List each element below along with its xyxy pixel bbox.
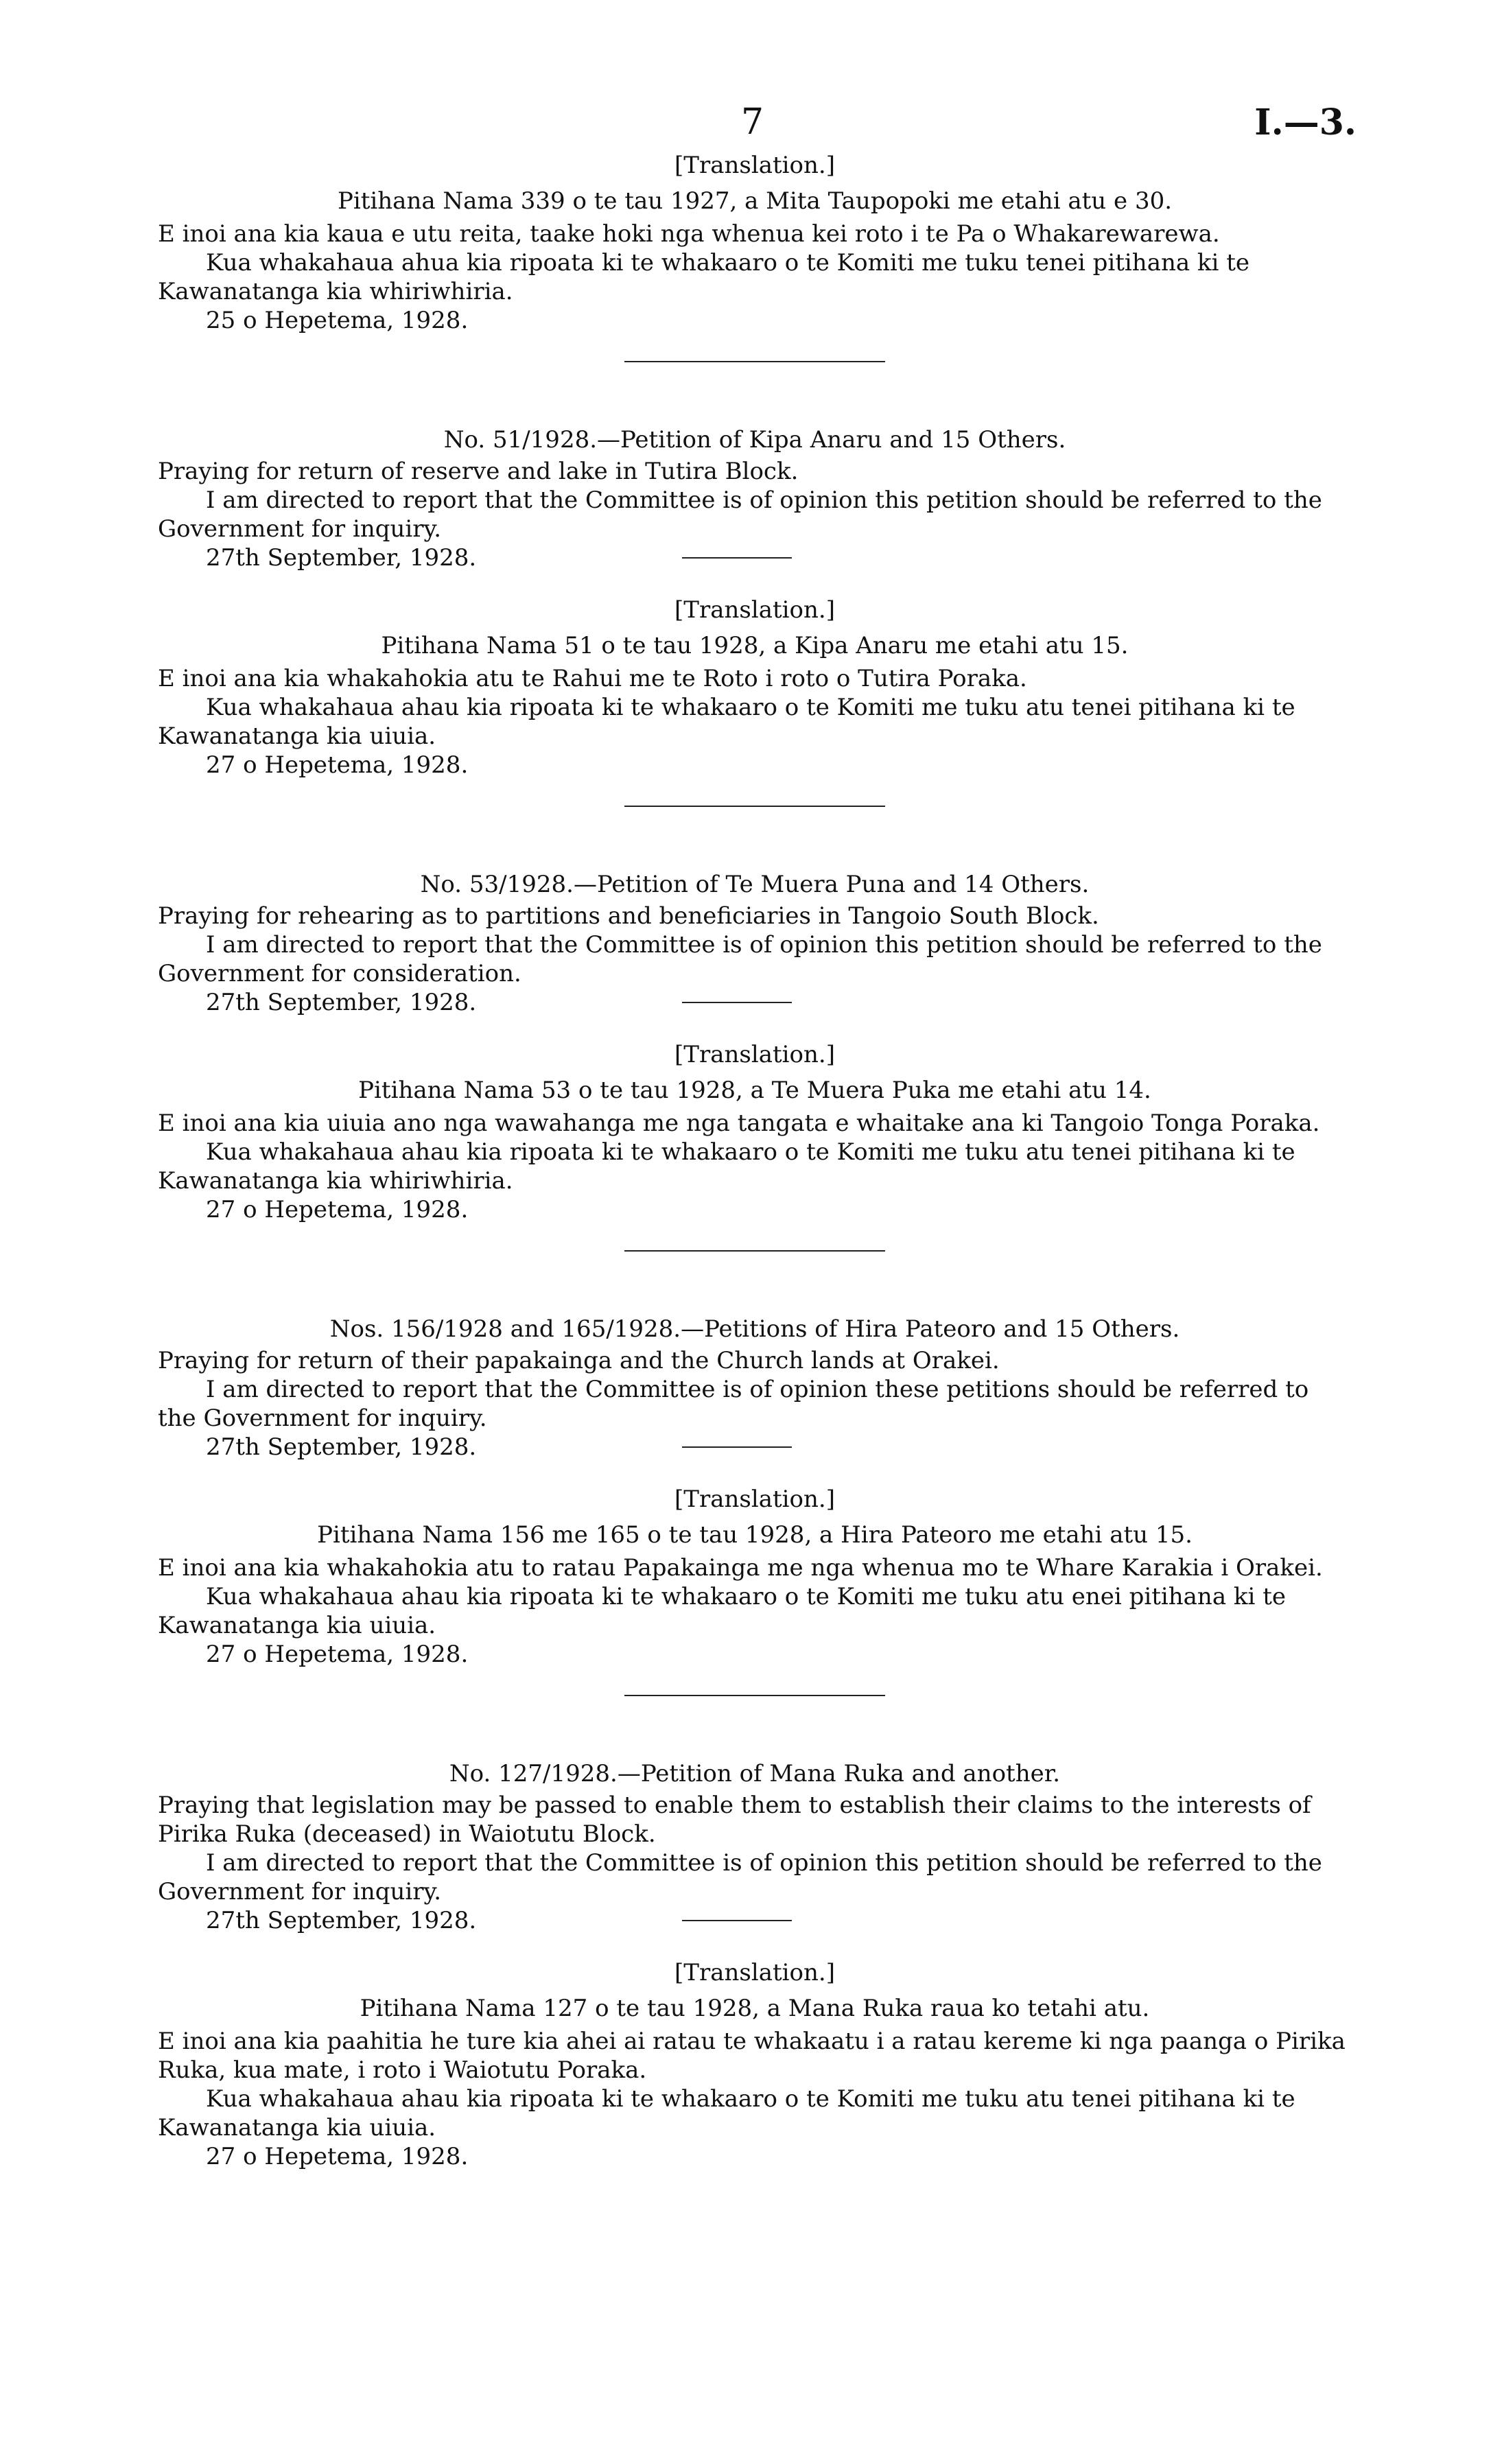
translation-report: Kua whakahaua ahua kia ripoata ki te whakaaro o te Komiti me tuku tenei pitihana ki te Kawanatanga kia whiriwhiria. [158,249,1250,305]
translation-heading: [Translation.] [674,596,835,624]
petition-title: Nos. 156/1928 and 165/1928.—Petitions of Hira Pateoro and 15 Others. [329,1315,1180,1343]
translation-prayer: E inoi ana kia whakahokia atu to ratau Papakainga me nga whenua mo te Whare Karakia i Orakei. [158,1554,1323,1582]
short-divider [682,1002,792,1003]
petition-date: 27th September, 1928. [206,544,477,572]
petition-title: No. 127/1928.—Petition of Mana Ruka and another. [449,1760,1061,1787]
section-divider [624,806,885,807]
translation-date: 27 o Hepetema, 1928. [206,1641,469,1668]
translation-date: 27 o Hepetema, 1928. [206,751,469,779]
translation-report: Kua whakahaua ahau kia ripoata ki te whakaaro o te Komiti me tuku atu tenei pitihana ki te Kawanatanga kia whiriwhiria. [158,1138,1295,1195]
translation-title: Pitihana Nama 53 o te tau 1928, a Te Muera Puka me etahi atu 14. [358,1077,1151,1104]
petition-dateline [158,988,1352,1017]
translation-report: Kua whakahaua ahau kia ripoata ki te whakaaro o te Komiti me tuku atu tenei pitihana ki te Kawanatanga kia uiuia. [158,694,1295,750]
petition-report: I am directed to report that the Committee is of opinion this petition should be referred to the Government for inquiry. [158,1849,1322,1905]
translation-prayer: E inoi ana kia uiuia ano nga wawahanga me nga tangata e whaitake ana ki Tangoio Tonga Poraka. [158,1110,1320,1137]
translation-heading: [Translation.] [674,1041,835,1068]
translation-heading: [Translation.] [674,152,835,179]
translation-prayer: E inoi ana kia whakahokia atu te Rahui me te Roto i roto o Tutira Poraka. [158,665,1027,692]
section-divider [624,1250,885,1252]
petition-praying: Praying that legislation may be passed to enable them to establish their claims to the interests of Pirika Ruka (deceased) in Waiotutu Block. [158,1792,1311,1848]
petition-51 [158,425,1352,807]
translation-title: Pitihana Nama 156 me 165 o te tau 1928, a Hira Pateoro me etahi atu 15. [317,1521,1193,1549]
translation-heading: [Translation.] [674,1959,835,1986]
petition-dateline [158,1433,1352,1462]
translation-date: 25 o Hepetema, 1928. [206,307,469,334]
translation-report: Kua whakahaua ahau kia ripoata ki te whakaaro o te Komiti me tuku atu enei pitihana ki te Kawanatanga kia uiuia. [158,1583,1286,1639]
translation-title: Pitihana Nama 51 o te tau 1928, a Kipa Anaru me etahi atu 15. [381,632,1129,659]
translation-fragment-339 [158,151,1352,362]
petition-date: 27th September, 1928. [206,989,477,1016]
petition-dateline [158,543,1352,572]
translation-prayer: E inoi ana kia paahitia he ture kia ahei ai ratau te whakaatu i a ratau kereme ki nga paanga o Pirika Ruka, kua mate, i roto i Waiotutu Poraka. [158,2028,1346,2084]
translation-date: 27 o Hepetema, 1928. [206,2143,469,2170]
petition-praying: Praying for return of their papakainga and the Church lands at Orakei. [158,1347,1000,1374]
petition-127 [158,1759,1352,2171]
document-reference: I.—3. [1254,102,1357,143]
translation-title: Pitihana Nama 127 o te tau 1928, a Mana Ruka raua ko tetahi atu. [360,1995,1150,2022]
petition-title: No. 51/1928.—Petition of Kipa Anaru and 15 Others. [443,426,1066,454]
petition-date: 27th September, 1928. [206,1907,477,1934]
translation-prayer: E inoi ana kia kaua e utu reita, taake hoki nga whenua kei roto i te Pa o Whakarewarewa. [158,220,1220,248]
petition-156-165 [158,1315,1352,1696]
petition-report: I am directed to report that the Committee is of opinion this petition should be referred to the Government for consideration. [158,931,1322,987]
petition-title: No. 53/1928.—Petition of Te Muera Puna and 14 Others. [420,871,1090,898]
short-divider [682,1920,792,1921]
page-content [158,151,1352,2171]
translation-title: Pitihana Nama 339 o te tau 1927, a Mita Taupopoki me etahi atu e 30. [337,187,1173,215]
petition-praying: Praying for return of reserve and lake in Tutira Block. [158,458,799,485]
translation-report: Kua whakahaua ahau kia ripoata ki te whakaaro o te Komiti me tuku atu tenei pitihana ki te Kawanatanga kia uiuia. [158,2085,1295,2142]
section-divider [624,1695,885,1696]
page-number: 7 [741,102,764,143]
petition-report: I am directed to report that the Committee is of opinion these petitions should be referred to the Government for inquiry. [158,1376,1309,1432]
petition-dateline [158,1906,1352,1935]
short-divider [682,1446,792,1448]
short-divider [682,557,792,559]
petition-praying: Praying for rehearing as to partitions and beneficiaries in Tangoio South Block. [158,902,1099,930]
section-divider [624,361,885,362]
petition-report: I am directed to report that the Committee is of opinion this petition should be referred to the Government for inquiry. [158,486,1322,543]
translation-date: 27 o Hepetema, 1928. [206,1196,469,1223]
translation-heading: [Translation.] [674,1486,835,1513]
petition-date: 27th September, 1928. [206,1433,477,1461]
petition-53 [158,870,1352,1252]
